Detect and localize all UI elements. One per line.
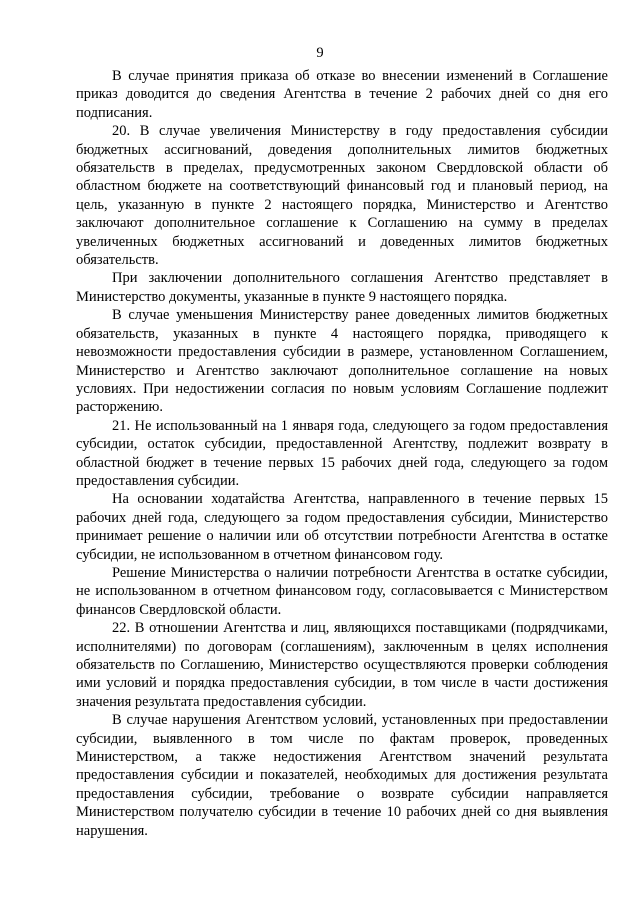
paragraph-violation-refund: В случае нарушения Агентством условий, установленных при предоставлении субсидии, выявленного в том числе по фактам проверок, проведенных Министерством, а также недостижения Агентством значений результата предоставления субсидии и показателей, необходимых для достижения результата предоставления субсидии, требование о возврате субсидии направляется Министерством получателю субсидии в течение 10 рабочих дней со дня выявления нарушения. [76,712,608,839]
paragraph-clause-21: 21. Не использованный на 1 января года, следующего за годом предоставления субсидии, остаток субсидии, предоставленной Агентству, подлежит возврату в областной бюджет в течение первых 15 рабочих дней года, следующего за годом предоставления субсидии. [76,417,608,489]
paragraph-additional-agreement-documents: При заключении дополнительного соглашения Агентство представляет в Министерство документы, указанные в пункте 9 настоящего порядка. [76,270,608,305]
document-body [76,67,608,840]
paragraph-finance-approval: Решение Министерства о наличии потребности Агентства в остатке субсидии, не использованном в отчетном финансовом году, согласовывается с Министерством финансов Свердловской области. [76,564,608,618]
paragraph-refusal-notice: В случае принятия приказа об отказе во внесении изменений в Соглашение приказ доводится до сведения Агентства в течение 2 рабочих дней со дня его подписания. [76,68,608,121]
paragraph-limits-reduction: В случае уменьшения Министерству ранее доведенных лимитов бюджетных обязательств, указанных в пункте 4 настоящего порядка, приводящего к невозможности предоставления субсидии в размере, установленном Соглашением, Министерство и Агентство заключают дополнительное соглашение на новых условиях. При недостижении согласия по новым условиям Соглашение подлежит расторжению. [76,307,608,416]
paragraph-clause-20: 20. В случае увеличения Министерству в году предоставления субсидии бюджетных ассигнований, доведения дополнительных лимитов бюджетных обязательств в пределах, предусмотренных законом Свердловской области об областном бюджете на соответствующий финансовый год и плановый период, на цель, указанную в пункте 2 настоящего порядка, Министерство и Агентство заключают дополнительное соглашение к Соглашению на сумму в пределах увеличенных бюджетных ассигнований и доведенных лимитов бюджетных обязательств. [76,123,608,269]
paragraph-clause-22: 22. В отношении Агентства и лиц, являющихся поставщиками (подрядчиками, исполнителями) по договорам (соглашениям), заключенным в целях исполнения обязательств по Соглашению, Министерство осуществляются проверки соблюдения ими условий и порядка предоставления субсидии, в том числе в части достижения значения результата предоставления субсидии. [76,620,608,710]
page-number: 9 [316,45,324,61]
paragraph-petition: На основании ходатайства Агентства, направленного в течение первых 15 рабочих дней года, следующего за годом предоставления субсидии, Министерство принимает решение о наличии или об отсутствии потребности Агентства в остатке субсидии, не использованном в отчетном финансовом году. [76,491,608,563]
